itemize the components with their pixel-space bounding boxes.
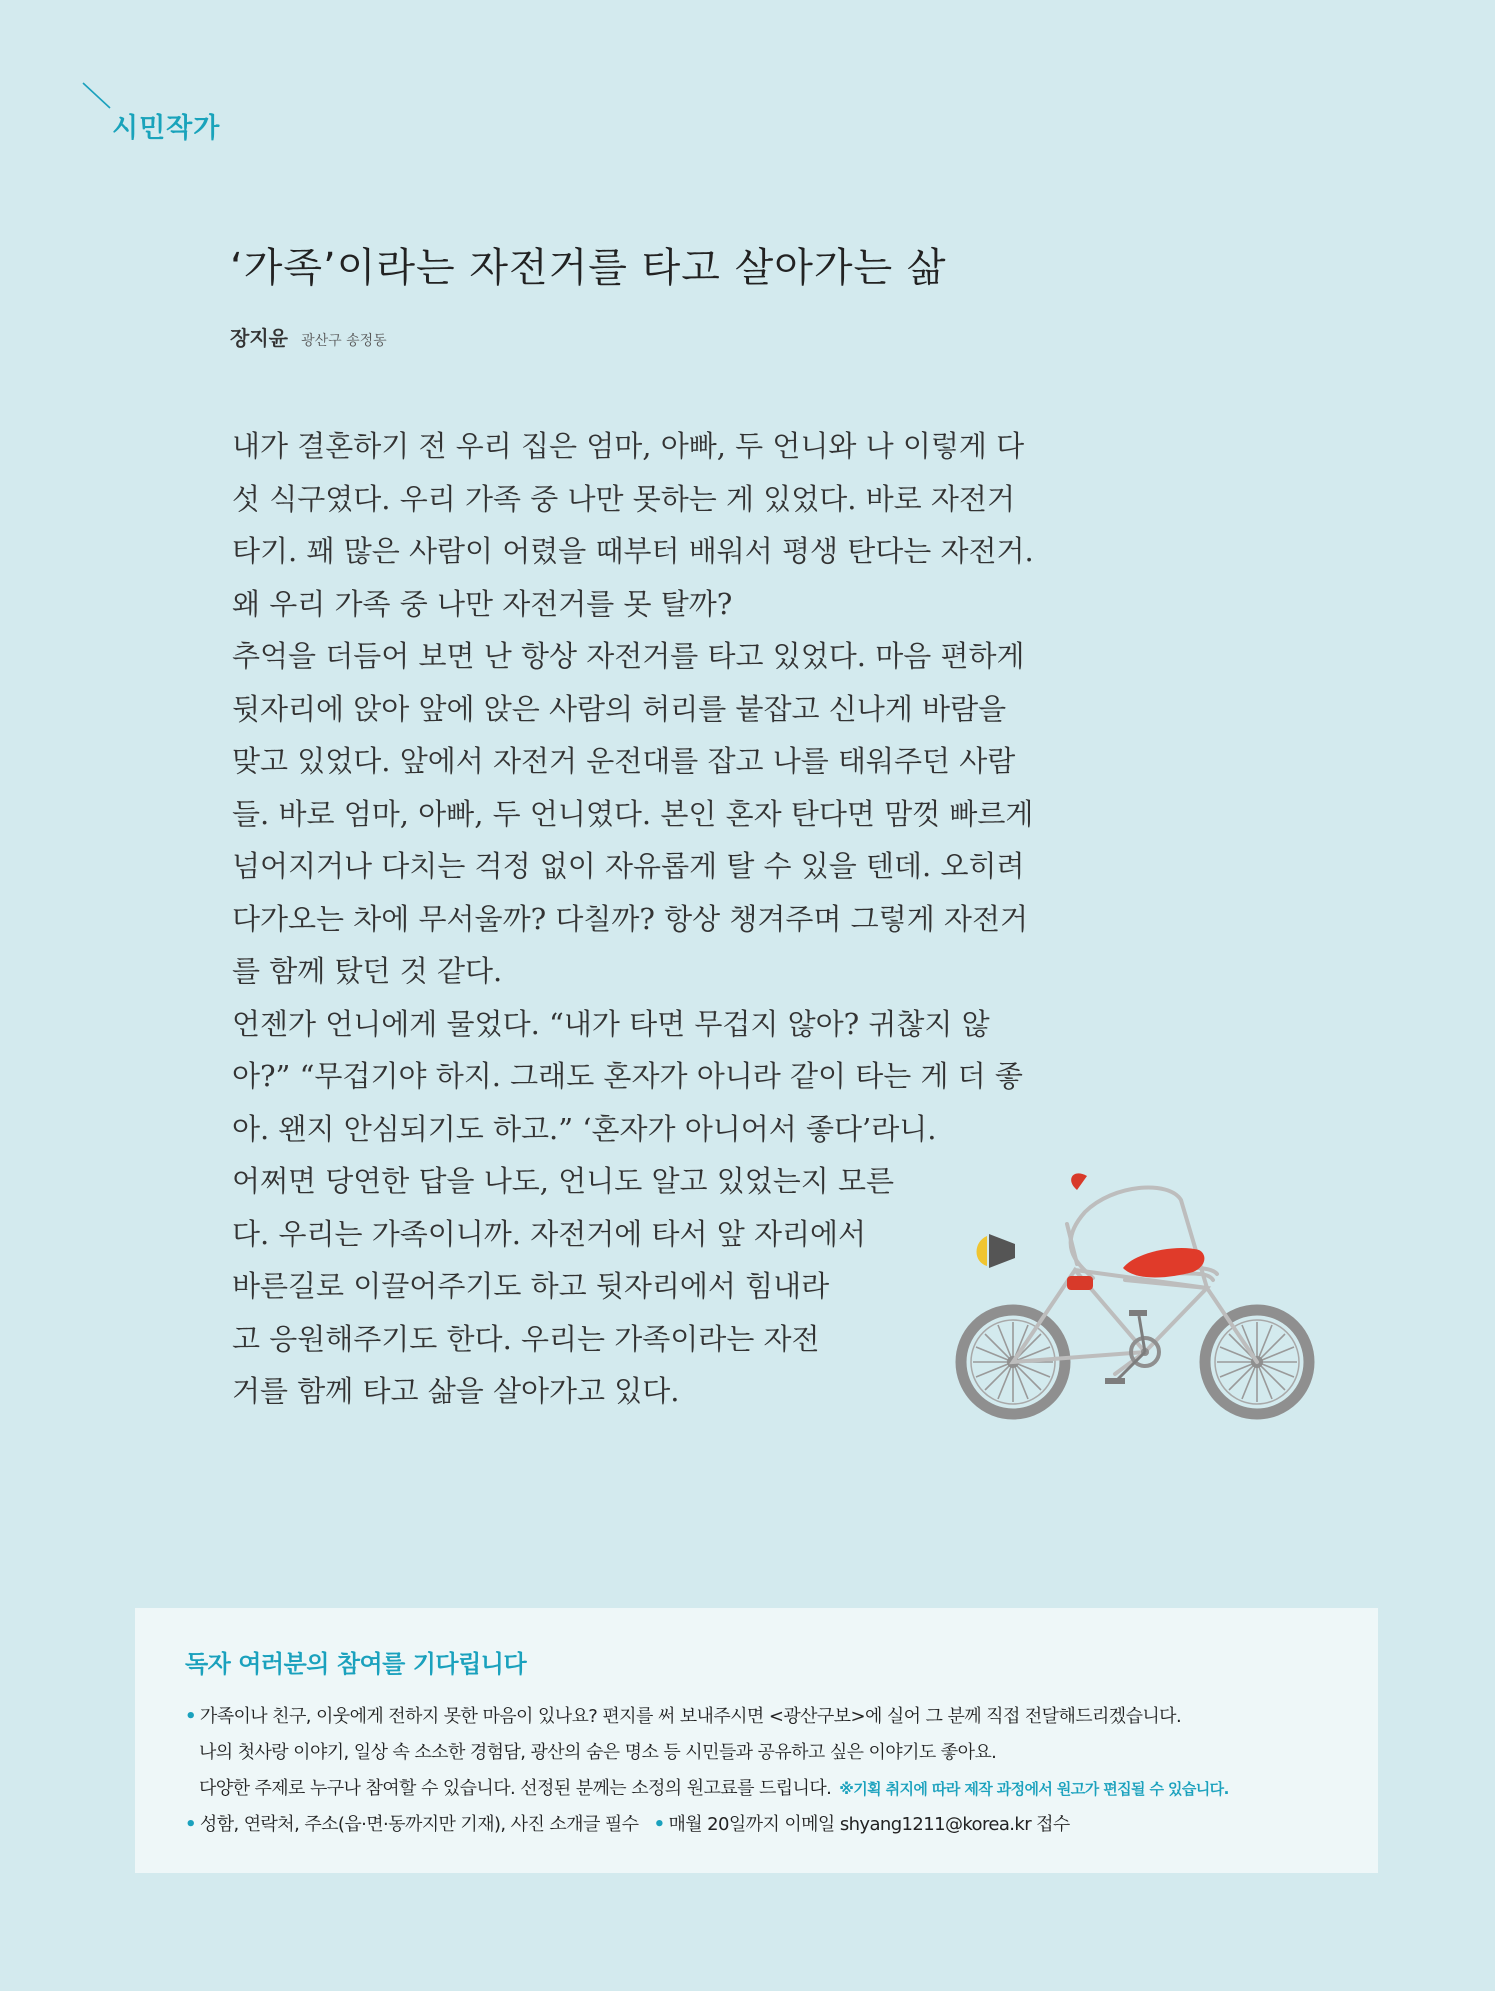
diagonal-line-icon (82, 82, 112, 112)
handle-grip (1071, 1173, 1087, 1190)
body-line: 넘어지거나 다치는 걱정 없이 자유롭게 탈 수 있을 텐데. 오히려 (232, 849, 1025, 883)
body-line: 바른길로 이끌어주기도 하고 뒷자리에서 힘내라 (232, 1269, 830, 1303)
notice-text: 가족이나 친구, 이웃에게 전하지 못한 마음이 있나요? 편지를 써 보내주시면 <광산구보>에 실어 그 분께 직접 전달해드리겠습니다. (199, 1706, 1182, 1727)
body-line: 왜 우리 가족 중 나만 자전거를 못 탈까? (232, 586, 733, 621)
body-line: 들. 바로 엄마, 아빠, 두 언니였다. 본인 혼자 탄다면 맘껏 빠르게 (232, 796, 1034, 831)
bicycle-frame (1013, 1224, 1257, 1374)
section-label: 시민작가 (112, 113, 221, 144)
reader-notice-box (135, 1608, 1378, 1873)
body-line: 섯 식구였다. 우리 가족 중 나만 못하는 게 있었다. 바로 자전거 (232, 481, 1015, 516)
body-line: 아?” “무겁기야 하지. 그래도 혼자가 아니라 같이 타는 게 더 좋 (232, 1059, 1023, 1093)
body-line: 맞고 있었다. 앞에서 자전거 운전대를 잡고 나를 태워주던 사람 (232, 744, 1016, 778)
bullet-icon: • (185, 1814, 196, 1835)
bullet-icon: • (185, 1706, 196, 1727)
body-line: 아. 왠지 안심되기도 하고.” ‘혼자가 아니어서 좋다’라니. (232, 1111, 937, 1146)
notice-text: 다양한 주제로 누구나 참여할 수 있습니다. 선정된 분께는 소정의 원고료를 드립니다. (199, 1778, 832, 1799)
notice-line (185, 1771, 1328, 1807)
body-line: 를 함께 탔던 것 같다. (232, 954, 503, 988)
article-title: ‘가족’이라는 자전거를 타고 살아가는 삶 (230, 245, 947, 291)
byline (230, 322, 387, 351)
submission-requirements: 성함, 연락처, 주소(읍·면·동까지만 기재), 사진 소개글 필수 (199, 1814, 639, 1835)
notice-line (185, 1735, 1328, 1771)
body-line: 거를 함께 타고 삶을 살아가고 있다. (232, 1374, 680, 1408)
notice-line (185, 1807, 1328, 1843)
author-location: 광산구 송정동 (301, 333, 387, 349)
body-line: 고 응원해주기도 한다. 우리는 가족이라는 자전 (232, 1321, 820, 1356)
body-line: 추억을 더듬어 보면 난 항상 자전거를 타고 있었다. 마음 편하게 (232, 639, 1025, 673)
body-line: 언젠가 언니에게 물었다. “내가 타면 무겁지 않아? 귀찮지 않 (232, 1006, 990, 1041)
body-line: 어쩌면 당연한 답을 나도, 언니도 알고 있었는지 모른 (232, 1164, 895, 1198)
notice-title: 독자 여러분의 참여를 기다립니다 (185, 1650, 527, 1678)
body-line: 다. 우리는 가족이니까. 자전거에 타서 앞 자리에서 (232, 1216, 867, 1251)
notice-text: 나의 첫사랑 이야기, 일상 속 소소한 경험담, 광산의 숨은 명소 등 시민들과 공유하고 싶은 이야기도 좋아요. (199, 1742, 997, 1763)
bicycle-illustration (945, 1140, 1335, 1430)
headlamp (977, 1234, 1016, 1268)
body-line: 다가오는 차에 무서울까? 다칠까? 항상 챙겨주며 그렇게 자전거 (232, 901, 1028, 936)
submission-deadline: 매월 20일까지 이메일 shyang1211@korea.kr 접수 (668, 1814, 1070, 1835)
body-line: 내가 결혼하기 전 우리 집은 엄마, 아빠, 두 언니와 나 이렇게 다 (232, 429, 1025, 463)
body-line: 뒷자리에 앉아 앞에 앉은 사람의 허리를 붙잡고 신나게 바람을 (232, 691, 1007, 726)
bullet-icon: • (653, 1814, 665, 1835)
notice-line (185, 1699, 1328, 1735)
body-line: 타기. 꽤 많은 사람이 어렸을 때부터 배워서 평생 탄다는 자전거. (232, 534, 1034, 568)
editorial-note: ※기획 취지에 따라 제작 과정에서 원고가 편집될 수 있습니다. (839, 1780, 1229, 1798)
handle-grip (1067, 1276, 1093, 1290)
author-name: 장지윤 (230, 326, 288, 350)
